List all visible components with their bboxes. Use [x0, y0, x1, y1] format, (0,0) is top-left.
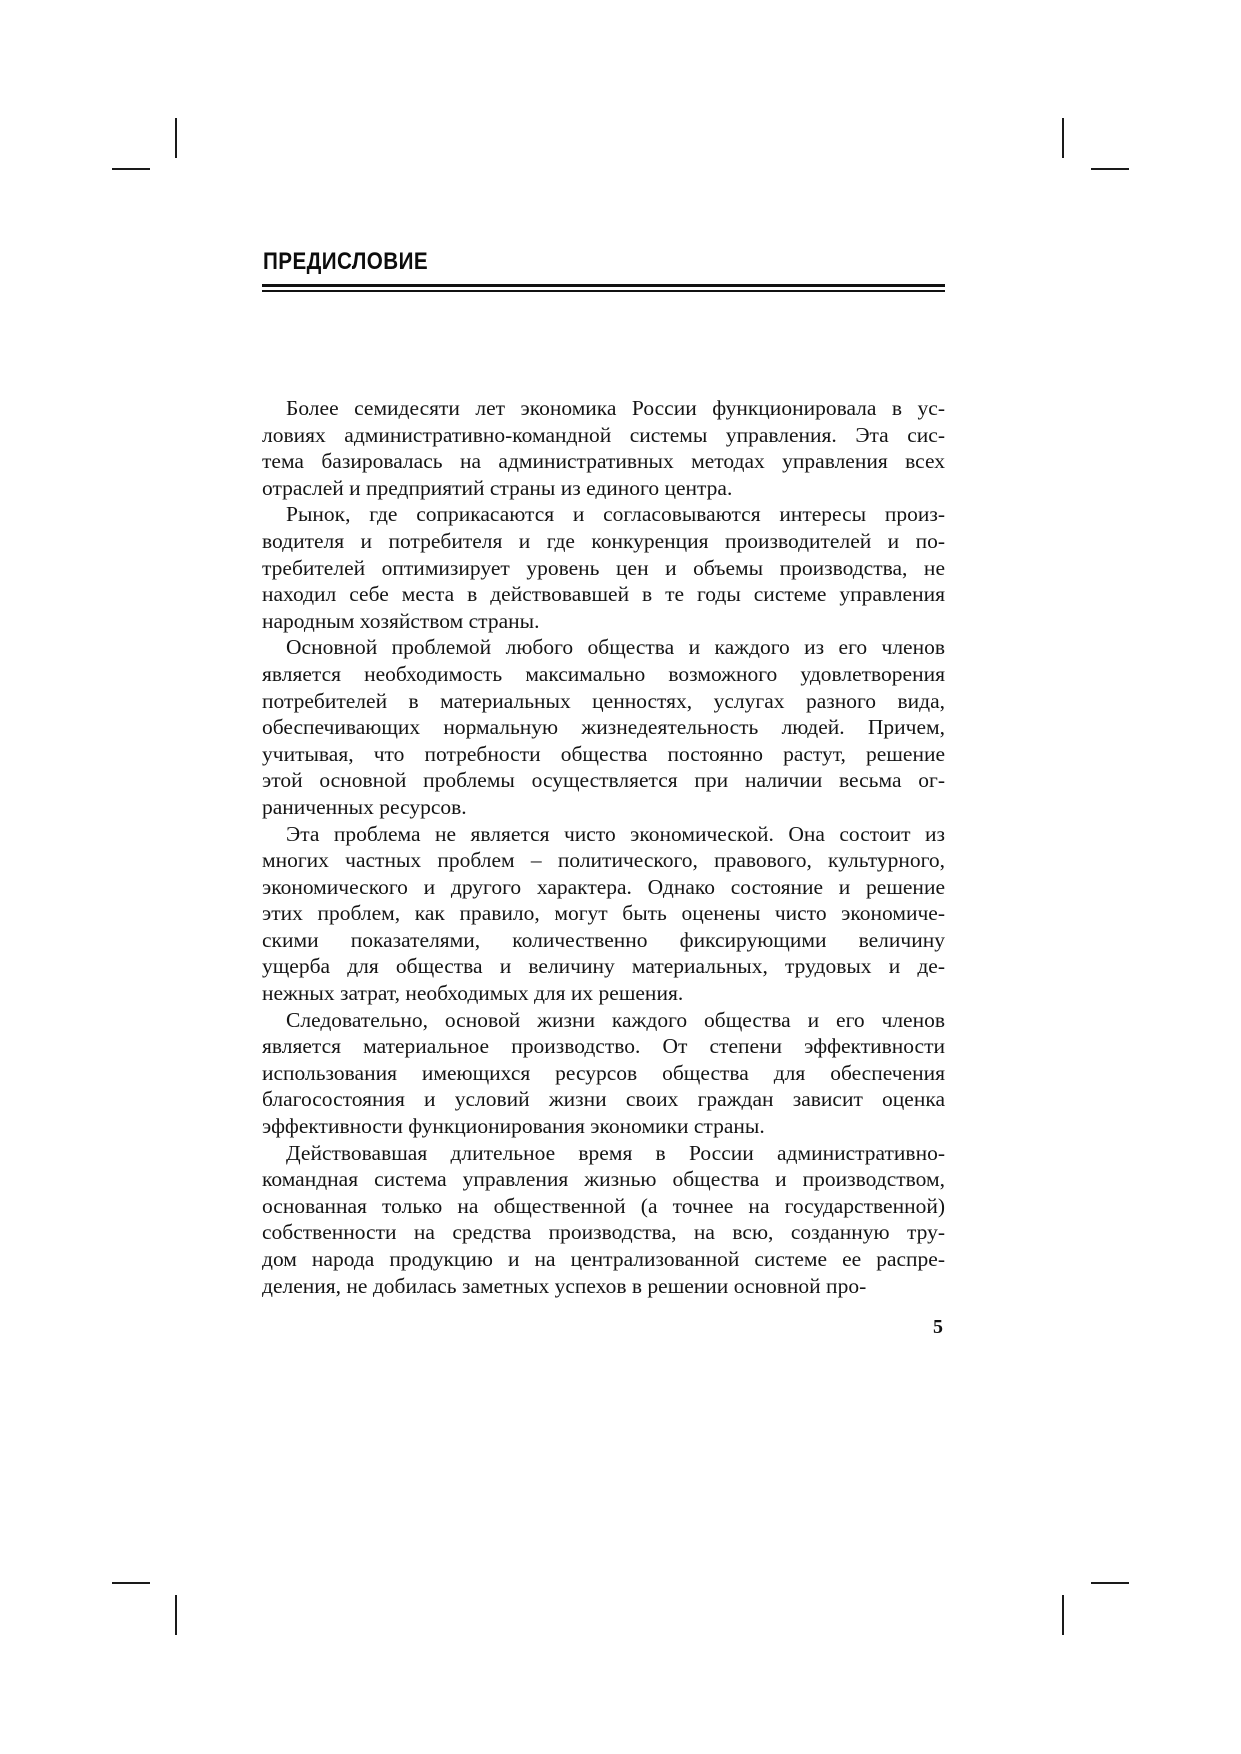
- text-line: нежных затрат, необходимых для их решения.: [262, 981, 684, 1006]
- text-line: Следовательно, основой жизни каждого общества и его членов: [286, 1007, 945, 1032]
- crop-mark-top-left-horizontal: [112, 168, 150, 170]
- paragraph: [262, 395, 945, 501]
- text-line: учитывая, что потребности общества постоянно растут, решение: [262, 741, 945, 766]
- text-line: основанная только на общественной (а точнее на государственной): [262, 1193, 945, 1218]
- text-line: раниченных ресурсов.: [262, 794, 467, 819]
- header-rule-thin: [262, 290, 945, 292]
- crop-mark-top-right-horizontal: [1091, 168, 1129, 170]
- text-line: находил себе места в действовавшей в те годы системе управления: [262, 582, 945, 607]
- page-number: 5: [933, 1316, 943, 1338]
- text-line: является необходимость максимально возможного удовлетворения: [262, 661, 945, 686]
- text-line: экономического и другого характера. Однако состояние и решение: [262, 874, 945, 899]
- chapter-title: ПРЕДИСЛОВИЕ: [263, 248, 429, 275]
- text-line: дом народа продукцию и на централизованной системе ее распре-: [262, 1247, 945, 1271]
- text-line: собственности на средства производства, на всю, созданную тру-: [262, 1220, 945, 1245]
- text-line: скими показателями, количественно фиксирующими величину: [262, 927, 945, 952]
- text-line: отраслей и предприятий страны из единого центра.: [262, 475, 733, 500]
- text-line: требителей оптимизирует уровень цен и объемы производства, не: [262, 555, 945, 580]
- text-column: [262, 248, 945, 1299]
- text-line: потребителей в материальных ценностях, услугах разного вида,: [262, 688, 945, 713]
- text-line: Рынок, где соприкасаются и согласовываются интересы произ-: [286, 502, 945, 527]
- text-line: эффективности функционирования экономики страны.: [262, 1114, 765, 1139]
- text-line: является материальное производство. От степени эффективности: [262, 1034, 945, 1059]
- crop-mark-bottom-left-horizontal: [112, 1582, 150, 1584]
- text-line: Эта проблема не является чисто экономической. Она состоит из: [286, 821, 945, 846]
- text-line: командная система управления жизнью общества и производством,: [262, 1167, 945, 1192]
- crop-mark-bottom-right-vertical: [1062, 1595, 1064, 1635]
- header-rule-thick: [262, 284, 945, 287]
- text-line: водителя и потребителя и где конкуренция производителей и по-: [262, 528, 945, 553]
- crop-mark-top-right-vertical: [1062, 118, 1064, 158]
- paragraph: [262, 1007, 945, 1140]
- paragraph: [262, 501, 945, 634]
- text-line: Основной проблемой любого общества и каждого из его членов: [286, 635, 945, 660]
- text-line: многих частных проблем – политического, правового, культурного,: [262, 848, 945, 873]
- crop-mark-bottom-left-vertical: [175, 1595, 177, 1635]
- text-line: Более семидесяти лет экономика России функционировала в ус-: [286, 396, 945, 420]
- paragraph: [262, 1140, 945, 1300]
- text-line: обеспечивающих нормальную жизнедеятельность людей. Причем,: [262, 715, 945, 740]
- text-line: этих проблем, как правило, могут быть оценены чисто экономиче-: [262, 901, 945, 926]
- text-line: этой основной проблемы осуществляется при наличии весьма ог-: [262, 768, 945, 793]
- text-line: тема базировалась на административных методах управления всех: [262, 449, 945, 474]
- crop-mark-top-left-vertical: [175, 118, 177, 158]
- body-text: [262, 395, 945, 1299]
- text-line: благосостояния и условий жизни своих граждан зависит оценка: [262, 1087, 945, 1112]
- text-line: народным хозяйством страны.: [262, 608, 540, 633]
- text-line: использования имеющихся ресурсов общества для обеспечения: [262, 1060, 945, 1085]
- paragraph: [262, 821, 945, 1007]
- crop-mark-bottom-right-horizontal: [1091, 1582, 1129, 1584]
- text-line: ущерба для общества и величину материальных, трудовых и де-: [262, 954, 945, 979]
- text-line: Действовавшая длительное время в России административно-: [286, 1140, 945, 1165]
- paragraph: [262, 634, 945, 820]
- text-line: деления, не добилась заметных успехов в решении основной про-: [262, 1273, 867, 1298]
- text-line: ловиях административно-командной системы управления. Эта сис-: [262, 422, 945, 447]
